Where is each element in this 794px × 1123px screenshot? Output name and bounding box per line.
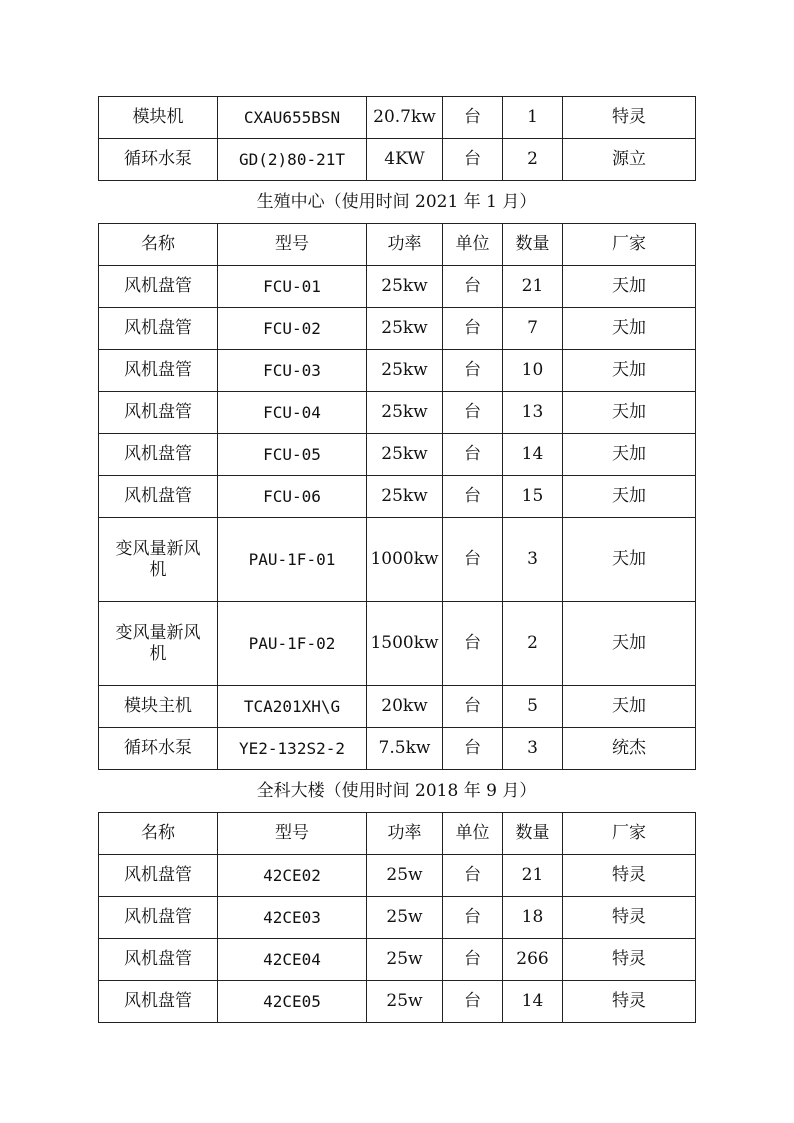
quantity-cell: 10 <box>503 350 563 392</box>
name-cell: 风机盘管 <box>99 476 218 518</box>
name-cell: 循环水泵 <box>99 139 218 181</box>
name-cell: 风机盘管 <box>99 392 218 434</box>
quantity-cell: 3 <box>503 518 563 602</box>
unit-cell: 台 <box>443 266 503 308</box>
table-row <box>99 728 696 770</box>
name-cell: 风机盘管 <box>99 897 218 939</box>
unit-cell: 台 <box>443 392 503 434</box>
manufacturer-cell: 特灵 <box>563 897 696 939</box>
model-cell: 42CE03 <box>218 897 367 939</box>
model-cell: GD(2)80-21T <box>218 139 367 181</box>
quantity-cell: 15 <box>503 476 563 518</box>
name-cell: 风机盘管 <box>99 350 218 392</box>
name-cell: 风机盘管 <box>99 266 218 308</box>
section-title-general-building: 全科大楼（使用时间 2018 年 9 月） <box>256 781 537 801</box>
unit-cell: 台 <box>443 855 503 897</box>
equipment-table-continued <box>98 96 696 181</box>
model-cell: PAU-1F-02 <box>218 602 367 686</box>
column-header: 名称 <box>99 224 218 266</box>
manufacturer-cell: 天加 <box>563 686 696 728</box>
quantity-cell: 7 <box>503 308 563 350</box>
name-cell: 风机盘管 <box>99 981 218 1023</box>
column-header: 功率 <box>367 224 443 266</box>
name-cell <box>99 518 218 602</box>
column-header: 功率 <box>367 813 443 855</box>
unit-cell: 台 <box>443 981 503 1023</box>
quantity-cell: 266 <box>503 939 563 981</box>
model-cell: FCU-05 <box>218 434 367 476</box>
unit-cell: 台 <box>443 728 503 770</box>
unit-cell: 台 <box>443 476 503 518</box>
name-cell: 风机盘管 <box>99 939 218 981</box>
manufacturer-cell: 天加 <box>563 308 696 350</box>
column-header: 名称 <box>99 813 218 855</box>
quantity-cell: 3 <box>503 728 563 770</box>
quantity-cell: 14 <box>503 981 563 1023</box>
manufacturer-cell: 特灵 <box>563 97 696 139</box>
unit-cell: 台 <box>443 897 503 939</box>
power-cell: 1000kw <box>367 518 443 602</box>
power-cell: 25kw <box>367 350 443 392</box>
model-cell: 42CE02 <box>218 855 367 897</box>
model-cell: 42CE04 <box>218 939 367 981</box>
quantity-cell: 2 <box>503 139 563 181</box>
manufacturer-cell: 天加 <box>563 518 696 602</box>
column-header: 数量 <box>503 224 563 266</box>
column-header: 单位 <box>443 224 503 266</box>
table-row <box>99 518 696 602</box>
manufacturer-cell: 天加 <box>563 266 696 308</box>
power-cell: 25w <box>367 897 443 939</box>
section-title-breeding-center: 生殖中心（使用时间 2021 年 1 月） <box>256 192 537 212</box>
wrapped-name-text: 变风量新风机 <box>115 622 201 664</box>
power-cell: 7.5kw <box>367 728 443 770</box>
power-cell: 1500kw <box>367 602 443 686</box>
model-cell: 42CE05 <box>218 981 367 1023</box>
name-cell: 模块主机 <box>99 686 218 728</box>
manufacturer-cell: 源立 <box>563 139 696 181</box>
quantity-cell: 18 <box>503 897 563 939</box>
table-row <box>99 308 696 350</box>
table-row <box>99 139 696 181</box>
table-header <box>99 224 696 266</box>
name-cell: 循环水泵 <box>99 728 218 770</box>
power-cell: 25w <box>367 981 443 1023</box>
quantity-cell: 5 <box>503 686 563 728</box>
manufacturer-cell: 天加 <box>563 476 696 518</box>
manufacturer-cell: 天加 <box>563 434 696 476</box>
table-body <box>99 855 696 1023</box>
quantity-cell: 21 <box>503 855 563 897</box>
document-page <box>98 96 695 1023</box>
power-cell: 25kw <box>367 266 443 308</box>
name-cell: 风机盘管 <box>99 434 218 476</box>
name-cell: 风机盘管 <box>99 308 218 350</box>
power-cell: 25kw <box>367 392 443 434</box>
header-row <box>99 224 696 266</box>
manufacturer-cell: 天加 <box>563 350 696 392</box>
model-cell: FCU-04 <box>218 392 367 434</box>
column-header: 单位 <box>443 813 503 855</box>
quantity-cell: 2 <box>503 602 563 686</box>
table-row <box>99 392 696 434</box>
unit-cell: 台 <box>443 686 503 728</box>
table-row <box>99 434 696 476</box>
quantity-cell: 21 <box>503 266 563 308</box>
name-cell: 风机盘管 <box>99 855 218 897</box>
quantity-cell: 14 <box>503 434 563 476</box>
table-row <box>99 97 696 139</box>
unit-cell: 台 <box>443 939 503 981</box>
manufacturer-cell: 特灵 <box>563 981 696 1023</box>
power-cell: 25kw <box>367 434 443 476</box>
manufacturer-cell: 特灵 <box>563 855 696 897</box>
unit-cell: 台 <box>443 308 503 350</box>
manufacturer-cell: 特灵 <box>563 939 696 981</box>
manufacturer-cell: 天加 <box>563 602 696 686</box>
table-body <box>99 97 696 181</box>
power-cell: 20kw <box>367 686 443 728</box>
table-row <box>99 602 696 686</box>
model-cell: FCU-02 <box>218 308 367 350</box>
table-row <box>99 897 696 939</box>
name-cell <box>99 602 218 686</box>
unit-cell: 台 <box>443 97 503 139</box>
table-header <box>99 813 696 855</box>
manufacturer-cell: 统杰 <box>563 728 696 770</box>
model-cell: FCU-06 <box>218 476 367 518</box>
model-cell: CXAU655BSN <box>218 97 367 139</box>
general-building-equipment-table <box>98 812 696 1023</box>
name-cell: 模块机 <box>99 97 218 139</box>
power-cell: 25kw <box>367 476 443 518</box>
power-cell: 25w <box>367 939 443 981</box>
column-header: 数量 <box>503 813 563 855</box>
unit-cell: 台 <box>443 602 503 686</box>
wrapped-name-text: 变风量新风机 <box>115 538 201 580</box>
column-header: 型号 <box>218 224 367 266</box>
model-cell: FCU-03 <box>218 350 367 392</box>
model-cell: YE2-132S2-2 <box>218 728 367 770</box>
manufacturer-cell: 天加 <box>563 392 696 434</box>
table-row <box>99 476 696 518</box>
power-cell: 20.7kw <box>367 97 443 139</box>
unit-cell: 台 <box>443 434 503 476</box>
header-row <box>99 813 696 855</box>
table-body <box>99 266 696 770</box>
column-header: 厂家 <box>563 224 696 266</box>
quantity-cell: 13 <box>503 392 563 434</box>
unit-cell: 台 <box>443 350 503 392</box>
unit-cell: 台 <box>443 518 503 602</box>
unit-cell: 台 <box>443 139 503 181</box>
power-cell: 4KW <box>367 139 443 181</box>
model-cell: PAU-1F-01 <box>218 518 367 602</box>
table-row <box>99 266 696 308</box>
table-row <box>99 855 696 897</box>
table-row <box>99 686 696 728</box>
model-cell: TCA201XH\G <box>218 686 367 728</box>
table-row <box>99 981 696 1023</box>
power-cell: 25kw <box>367 308 443 350</box>
column-header: 型号 <box>218 813 367 855</box>
breeding-center-equipment-table <box>98 223 696 770</box>
power-cell: 25w <box>367 855 443 897</box>
quantity-cell: 1 <box>503 97 563 139</box>
table-row <box>99 939 696 981</box>
column-header: 厂家 <box>563 813 696 855</box>
table-row <box>99 350 696 392</box>
model-cell: FCU-01 <box>218 266 367 308</box>
